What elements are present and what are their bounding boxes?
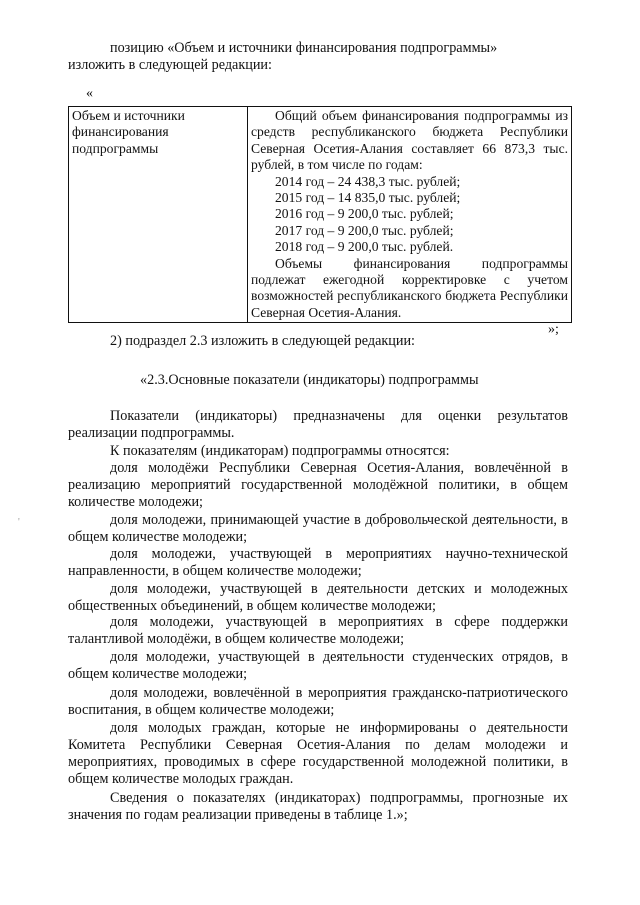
intro-line-2: изложить в следующей редакции:	[68, 57, 272, 73]
closing-quote: »;	[548, 322, 559, 337]
left-cell-line: финансирования	[72, 124, 169, 140]
paragraph: Показатели (индикаторы) предназначены для оценки результатов реализации подпрограммы.	[68, 408, 568, 441]
left-cell-line: подпрограммы	[72, 140, 159, 156]
opening-quote: «	[86, 86, 93, 101]
intro-line-1: позицию «Объем и источники финансирования подпрограммы»	[110, 40, 498, 56]
table-row	[69, 107, 572, 323]
funding-adjustment-text: Объемы финансирования подпрограммы подлежат ежегодной корректировке с учетом возможностей республиканского бюджета Республики Северная Осетия-Алания.	[251, 255, 568, 320]
funding-year-2018: 2018 год – 9 200,0 тыс. рублей.	[275, 239, 454, 255]
funding-year-2015: 2015 год – 14 835,0 тыс. рублей;	[275, 190, 461, 206]
section-heading: «2.3.Основные показатели (индикаторы) подпрограммы	[140, 372, 479, 388]
paragraph: доля молодежи, принимающей участие в добровольческой деятельности, в общем количестве молодежи;	[68, 512, 568, 545]
paragraph: доля молодежи, участвующей в деятельности детских и молодежных общественных объединений, в общем количестве молодежи;	[68, 581, 568, 614]
paragraph: доля молодежи, вовлечённой в мероприятия гражданско-патриотического воспитания, в общем количестве молодежи;	[68, 685, 568, 718]
paragraph: К показателям (индикаторам) подпрограммы относятся:	[110, 443, 450, 459]
paragraph: доля молодых граждан, которые не информированы о деятельности Комитета Республики Северная Осетия-Алания по делам молодежи и мероприятиях, проводимых в сфере государственной молодежной политики, в общем количестве молодых граждан.	[68, 720, 568, 787]
paragraph: Сведения о показателях (индикаторах) подпрограммы, прогнозные их значения по годам реализации приведены в таблице 1.»;	[68, 790, 568, 823]
paragraph: доля молодежи, участвующей в деятельности студенческих отрядов, в общем количестве молодежи;	[68, 649, 568, 682]
item-2-text: 2) подраздел 2.3 изложить в следующей редакции:	[110, 333, 415, 349]
funding-table	[68, 106, 572, 323]
table-right-cell	[248, 107, 572, 323]
funding-year-2016: 2016 год – 9 200,0 тыс. рублей;	[275, 206, 454, 222]
funding-year-2017: 2017 год – 9 200,0 тыс. рублей;	[275, 222, 454, 238]
paragraph: доля молодежи, участвующей в мероприятиях в сфере поддержки талантливой молодёжи, в общем количестве молодежи;	[68, 614, 568, 647]
funding-year-2014: 2014 год – 24 438,3 тыс. рублей;	[275, 173, 461, 189]
left-cell-line: Объем и источники	[72, 108, 185, 123]
paragraph: доля молодёжи Республики Северная Осетия-Алания, вовлечённой в реализацию мероприятий государственной молодёжной политики, в общем количестве молодежи;	[68, 460, 568, 510]
funding-total-text: Общий объем финансирования подпрограммы из средств республиканского бюджета Республики Северная Осетия-Алания составляет 66 873,3 тыс. рублей, в том числе по годам:	[251, 108, 568, 173]
paragraph: доля молодежи, участвующей в мероприятиях научно-технической направленности, в общем количестве молодежи;	[68, 546, 568, 579]
margin-mark: '	[18, 517, 20, 528]
table-left-cell	[69, 107, 248, 323]
